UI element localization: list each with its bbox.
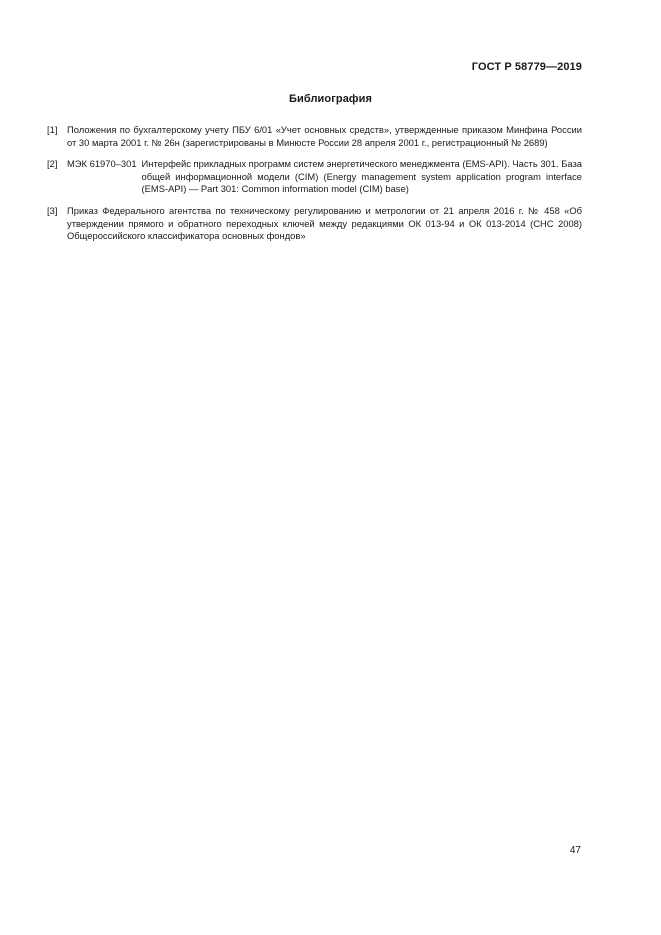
entry-number: [2] [47, 158, 58, 170]
entry-number: [1] [47, 124, 58, 135]
page-number: 47 [569, 845, 581, 856]
bibliography-entry-1 [47, 124, 582, 149]
entry-text: Положения по бухгалтерскому учету ПБУ 6/01 «Учет основных средств», утвержденные приказом Минфина России от 30 марта 2001 г. № 26н (зарегистрированы в Минюсте России 28 апреля 2001 г., регистрационный № 2689) [67, 124, 582, 148]
standard-designation: ГОСТ Р 58779—2019 [471, 61, 582, 73]
bibliography-list [47, 124, 582, 252]
entry-standard-code: МЭК 61970–301 [67, 158, 137, 170]
bibliography-heading: Библиография [288, 93, 373, 105]
entry-body [67, 158, 582, 196]
bibliography-entry-2 [47, 158, 582, 196]
bibliography-entry-3 [47, 205, 582, 243]
entry-number: [3] [47, 204, 58, 216]
entry-text: Приказ Федерального агентства по техническому регулированию и метрологии от 21 апреля 2016 г. № 458 «Об утверждении прямого и обратного переходных ключей между редакциями ОК 013-94 и ОК 013-2014 (СНС 2008) Общероссийского классификатора основных фондов» [67, 204, 582, 242]
entry-text: Интерфейс прикладных программ систем энергетического менеджмента (EMS-API). Часть 301. База общей информационной модели (CIM) (Energy management system application program interface (EMS-API) — Part 301: Common information model (CIM) base) [141, 158, 582, 195]
